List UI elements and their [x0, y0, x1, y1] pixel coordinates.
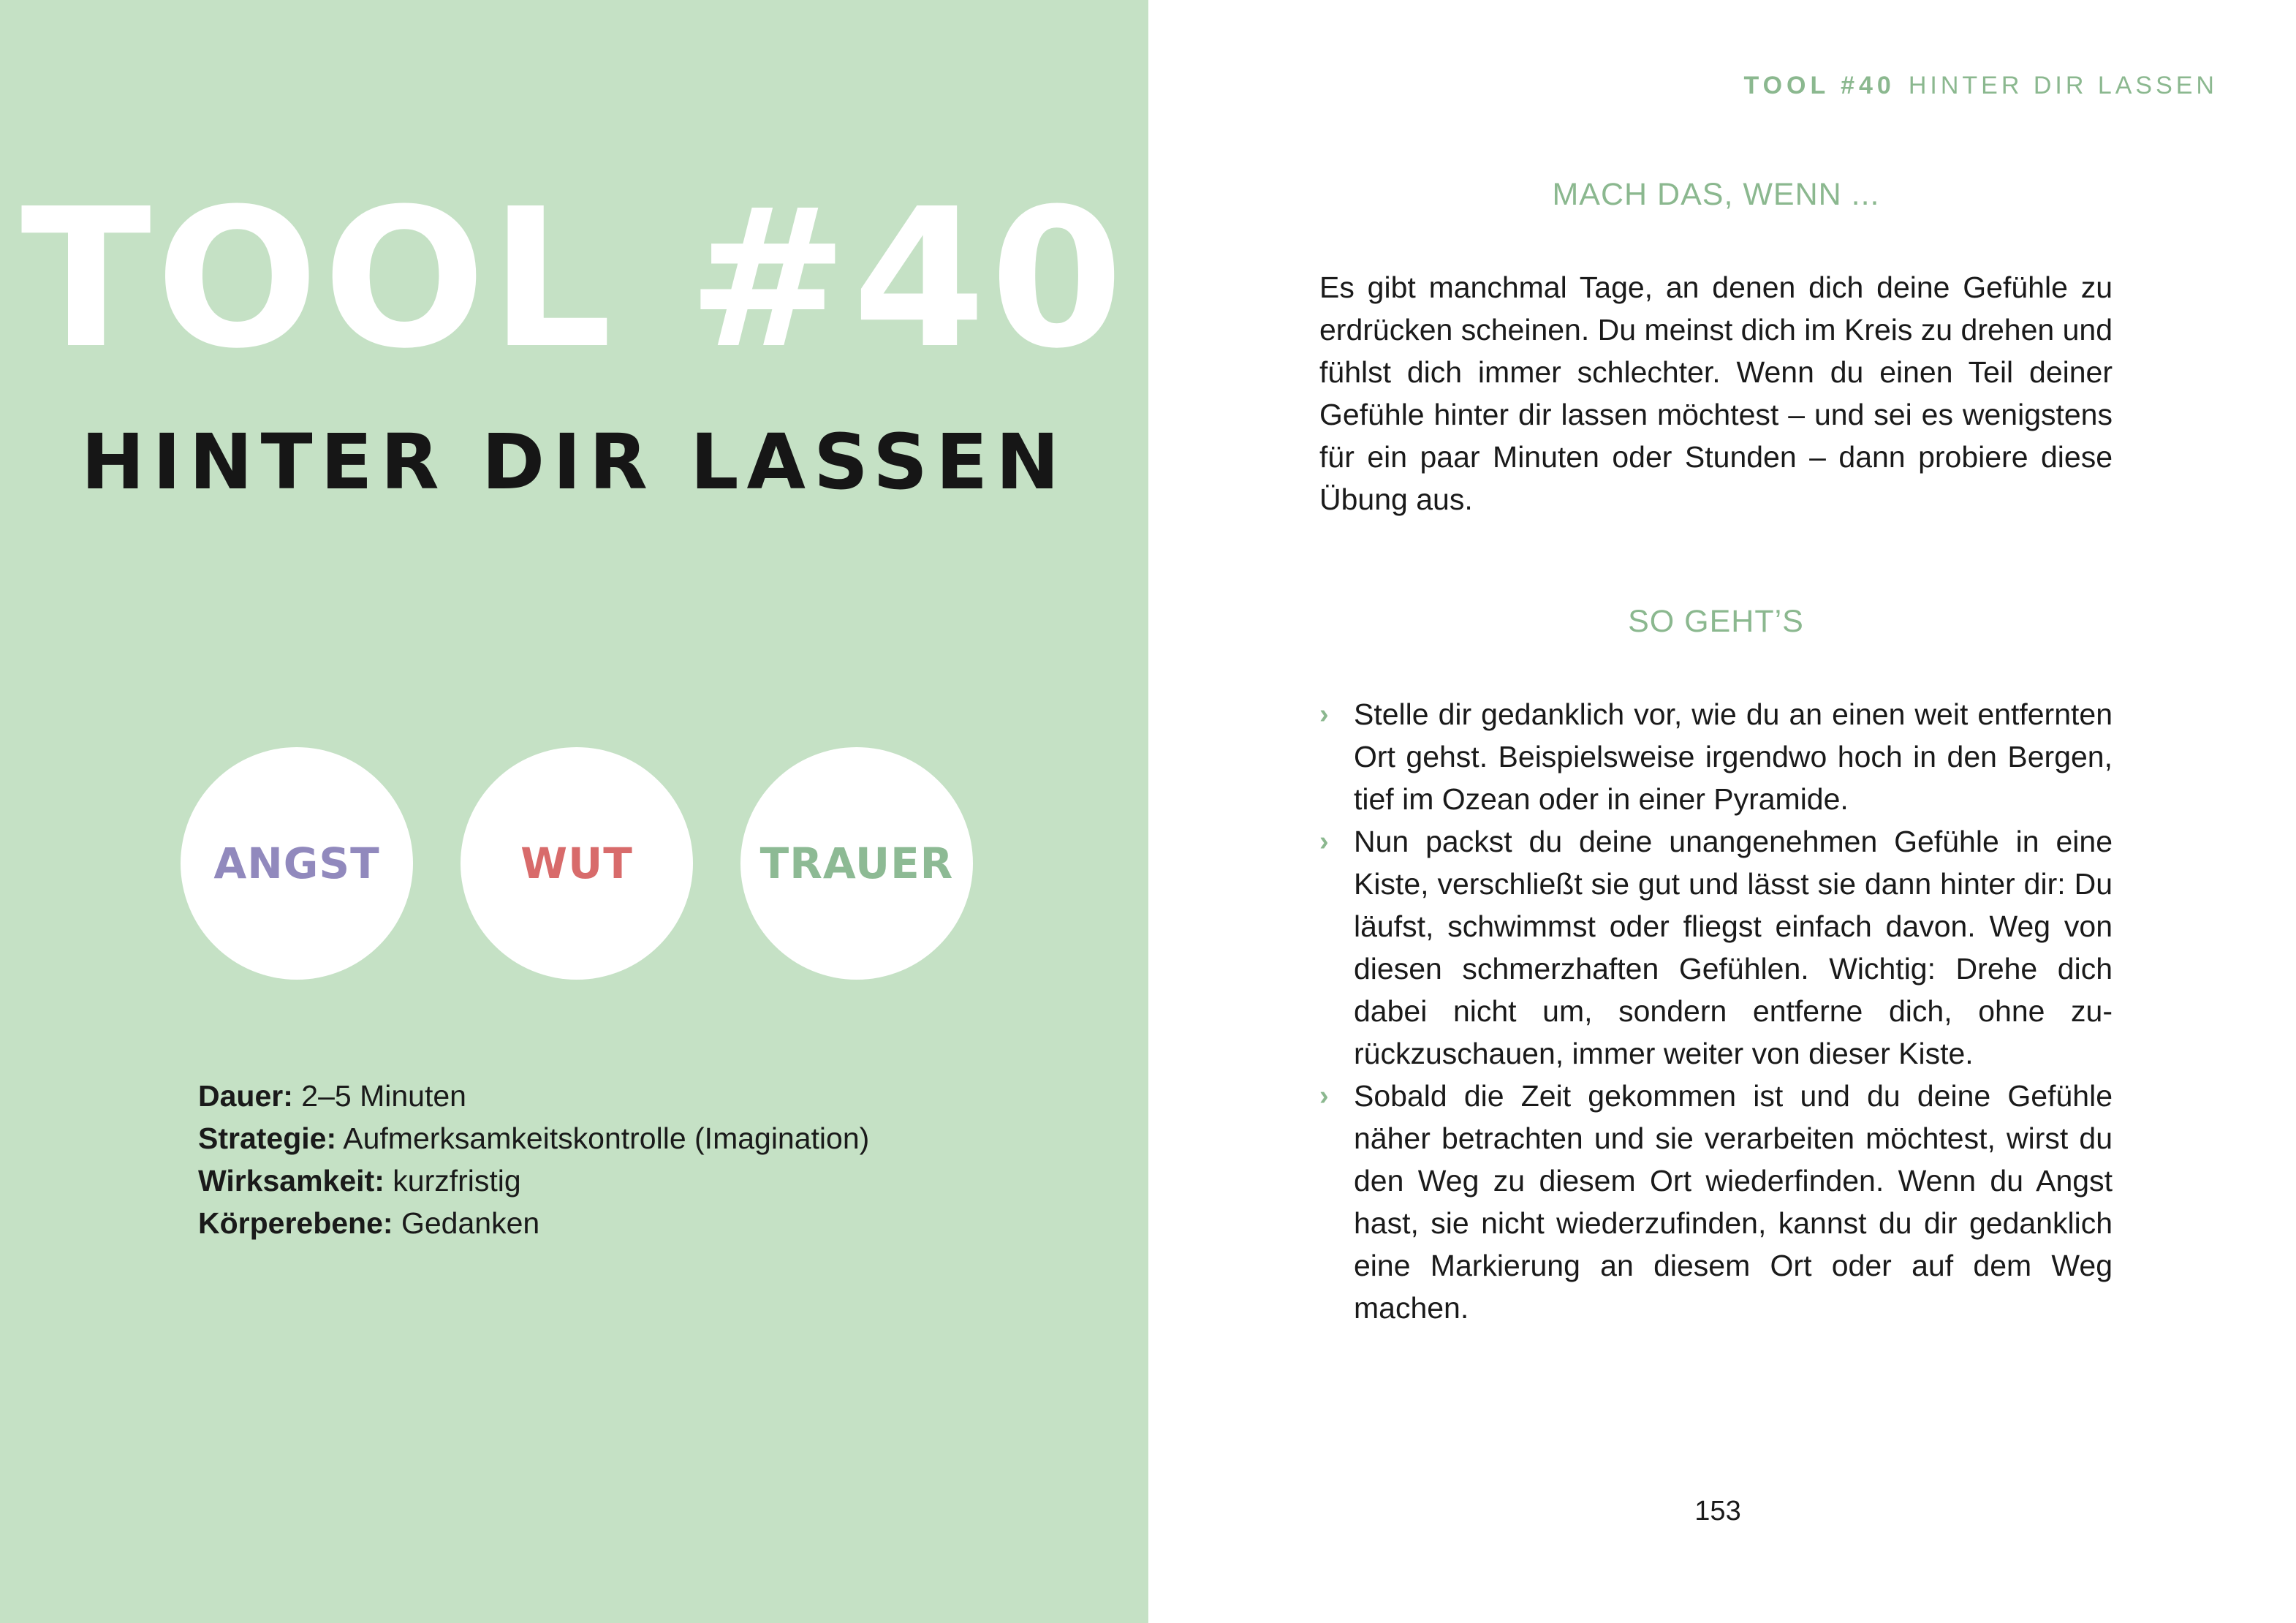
step-text: Sobald die Zeit gekommen ist und du deine Gefühle näher betrachten und sie verarbeiten möchtest, wirst du den Weg zu diesem Ort wiederfinden. Wenn du Angst hast, sie nicht wiederzufinden, kannst du dir gedanklich eine Markierung an diesem Ort oder auf dem Weg machen. [1354, 1079, 2113, 1325]
intro-paragraph: Es gibt manchmal Tage, an denen dich deine Gefühle zu erdrücken scheinen. Du meinst dich im Kreis zu drehen und fühlst dich immer schlechter. Wenn du einen Teil deiner Gefühle hinter dir lassen möchtest – und sei es wenigstens für ein paar Minuten oder Stunden – dann probiere diese Übung aus. [1319, 270, 2113, 516]
info-value: 2–5 Minuten [301, 1079, 466, 1113]
section-heading-how: SO GEHT’S [1628, 604, 1804, 639]
info-label: Wirksamkeit: [198, 1164, 384, 1198]
step-text: Nun packst du deine unangenehmen Gefühle in eine Kiste, verschließt sie gut und lässt sie dann hinter dir: Du läufst, schwimmst oder fliegst einfach davon. Weg von diesen schmerzhaften Gefühlen. Wichtig: Drehe dich dabei nicht um, sondern entferne dich, ohne zurückzuschauen, immer weiter von dieser Kiste. [1354, 825, 2113, 1070]
step-item [1319, 1075, 2113, 1329]
info-value: Gedanken [401, 1206, 540, 1240]
emotion-badge-trauer [740, 747, 973, 980]
emotion-label: TRAUER [759, 839, 954, 888]
running-head-tool: TOOL #40 [1743, 72, 1895, 99]
info-label: Strategie: [198, 1121, 337, 1155]
section-heading-when: MACH DAS, WENN ... [1552, 177, 1880, 212]
chevron-right-icon: › [1319, 699, 1329, 730]
info-row-wirksamkeit [198, 1159, 869, 1202]
chevron-right-icon: › [1319, 826, 1329, 857]
running-head [1743, 72, 2218, 100]
tool-info-list [198, 1075, 869, 1244]
info-value: kurzfristig [393, 1164, 521, 1198]
info-value: Aufmerksamkeitskontrolle (Imagination) [343, 1121, 870, 1155]
step-item [1319, 693, 2113, 820]
emotion-badge-wut [461, 747, 693, 980]
steps-list [1319, 693, 2113, 1329]
info-row-koerperebene [198, 1202, 869, 1244]
tool-subtitle: HINTER DIR LASSEN [80, 417, 1068, 507]
emotion-badge-angst [181, 747, 413, 980]
info-row-strategie [198, 1117, 869, 1159]
info-row-dauer [198, 1075, 869, 1117]
emotion-label: ANGST [213, 839, 380, 888]
info-label: Dauer: [198, 1079, 293, 1113]
chevron-right-icon: › [1319, 1081, 1329, 1111]
info-label: Körperebene: [198, 1206, 393, 1240]
step-item [1319, 820, 2113, 1075]
running-head-title: HINTER DIR LASSEN [1908, 72, 2218, 99]
page-number: 153 [1694, 1496, 1741, 1526]
tool-number-title: TOOL #40 [20, 167, 1128, 390]
emotion-label: WUT [520, 839, 633, 888]
step-text: Stelle dir gedanklich vor, wie du an einen weit entfernten Ort gehst. Beispielsweise irgendwo hoch in den Bergen, tief im Ozean oder in einer Pyramide. [1354, 697, 2113, 816]
